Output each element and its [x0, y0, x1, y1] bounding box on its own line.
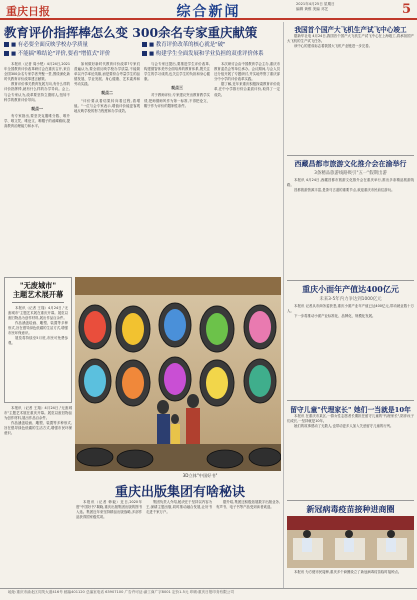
sidebar-story-5-body: 本报讯 为方便市民接种,重庆多个商圈设立了新冠病毒疫苗临时接种点。	[294, 570, 402, 574]
sidebar-headline-1: 我国首个国产大飞机生产试飞中心竣工	[294, 26, 407, 34]
divider	[12, 302, 64, 303]
divider	[287, 500, 414, 501]
article2-headline: 重庆出版集团有啥秘诀	[114, 485, 245, 500]
divider	[287, 155, 414, 156]
square-bullet-icon	[142, 51, 147, 56]
page-footer: 地址:重庆市渝北区同茂大道416号 邮编401120 总编室电话 63907100 广告许可证:渝工商广字8001 定价1.5元 印刷:重庆日报印务有限公司	[0, 588, 417, 600]
lead-subhead-3: ■ 不能搞"唯结论"评价,要看"增值式"评价	[4, 50, 110, 58]
lead-column-3: 与会专家还提出,要推进学生评价改革,构建德智体美劳全面培养的教育体系,既关注学生的学习成绩,也关注学生的负担和身心健康。 观点三 对于教师评价,专家建议突出教育教学实绩,把师德师风作为第一标准,不得把论文、帽子作为评价的限制性条件。	[144, 62, 210, 108]
lead-subhead-1: ■ 有必要全面反映学校办学质量	[4, 41, 88, 49]
sidebar-subhead-3: 未来3-5年内力争达到1000亿元	[319, 297, 382, 302]
sidebar-story-3-body: 本报讯 记者从市商务委获悉,重庆小面产业年产值已达400亿元,带动就业数十万人。 下一步将推动小面产业标准化、品牌化、规模化发展。	[287, 304, 414, 319]
newspaper-logo: 重庆日报	[6, 5, 50, 18]
sidebar-headline-2: 西藏昌都市旅游文化推介会在渝举行	[294, 159, 407, 168]
column-subtitle: 观点一	[31, 105, 43, 111]
sidebar-headline-4: 留守儿童"代理家长" 她们一当就是10年	[290, 406, 411, 414]
sidebar-headline-5: 新冠病毒疫苗接种进商圈	[306, 504, 395, 514]
section-title: 综合新闻	[176, 4, 241, 20]
date-info	[296, 2, 394, 12]
article2-column-2: 集团负责人介绍,秘诀在于坚持以内容为王,深耕主题出版,同时推动融合发展,让好书走进千家万户。	[146, 500, 212, 515]
vaccination-photo	[287, 516, 414, 568]
lead-column-2: 如何做好新时代教育评价改革?专家们普遍认为,要全面反映学校办学质量,不能简单以升学率论英雄,而是要综合考量学生的品德发展、学业发展、身心健康、艺术素养和劳动实践。 观点二 "评价要从看结果转向看过程,看增值。"一位与会专家表示,增值评价能更客观地反映学校的努力程度和办学成效。	[74, 62, 140, 113]
masthead	[0, 0, 417, 20]
boxed-story-body: 本报讯（记者 王翔）4月24日,"无废城市"主题艺术展在重庆开幕。展览以废旧物品为创作材料,展出作品百余件。 作品涵盖绘画、雕塑、装置等多种形式,旨在倡导绿色低碳的生活方式,增强市民环保意识。 展览将持续至5月底,市民可免费参观。	[8, 306, 68, 345]
divider	[287, 400, 414, 401]
square-bullet-icon	[4, 51, 9, 56]
sidebar-story-2-body: 本报讯 4月24日,西藏昌都市旅游文化推介会在重庆举行,推出多条精品旅游线路。 昌都旅游资源丰富,是茶马古道的重要节点,欢迎重庆市民前往游玩。	[287, 178, 414, 193]
column-divider	[283, 22, 284, 588]
left-column-story: 本报讯（记者 王翔）4月24日,"无废城市"主题艺术展在重庆开幕。展览以废旧物品为创作材料,展出作品百余件。 作品涵盖绘画、雕塑、装置等多种形式,旨在倡导绿色低碳的生活方式,增强市民环保意识。	[4, 406, 72, 436]
page-number: 5	[401, 2, 411, 17]
sidebar-story-1-body: 据新华社电 4月24日,我国首个国产大飞机生产试飞中心在上海竣工,将承担国产大飞机的生产试飞任务。 该中心的建成标志着我国大飞机产业链进一步完善。	[287, 34, 414, 49]
square-bullet-icon	[4, 42, 9, 47]
boxed-story-title: "无废城市" 主题艺术展开幕	[12, 281, 64, 299]
divider	[287, 280, 414, 281]
lead-headline: 教育评价指挥棒怎么变 300余名专家重庆献策	[4, 25, 258, 40]
boxed-story	[4, 277, 72, 403]
date-line: 2021年4月25日 星期日	[296, 2, 335, 6]
column-subtitle: 观点三	[171, 85, 183, 91]
lead-column-4: 本次研讨会由中国教育学会主办,重庆市教育委员会等单位承办。会议期间,与会人员还分组开展了专题研讨,并实地考察了重庆部分中小学的评价改革实践。 据了解,近年来重庆积极探索教育评价改革,在中小学推行综合素质评价,取得了一定成效。	[214, 62, 280, 97]
article2-column-3: 据介绍,集团还积极拓展数字出版业务,有声书、电子书等产品受到读者欢迎。	[216, 500, 280, 510]
column-subtitle: 观点二	[101, 90, 113, 96]
lead-subhead-2: ■ 教育评价改革的核心就是"破"	[142, 41, 225, 49]
lead-column-1: 本报讯（记者 周小楚）4月24日,2021年全国教育评价改革研讨会在重庆召开,来自全国300余名专家学者齐聚一堂,围绕深化新时代教育评价改革建言献策。 教育评价事关教育发展方向,有什么样的评价指挥棒,就有什么样的办学导向。会上,与会专家认为,改革要坚持立德树人,扭转不科学的教育评价导向。 观点一 有专家指出,要坚决克服唯分数、唯升学、唯文凭、唯论文、唯帽子的顽瘴痼疾,提高教育治理能力和水平。	[4, 62, 70, 129]
exhibition-photo	[75, 277, 281, 471]
sidebar-story-4-body: 本报讯 在重庆市某区,一群女性志愿者长期担任留守儿童的"代理家长",陪伴孩子们成长,一坚持就是10年。 她们的故事感动了无数人,也带动更多人加入关爱留守儿童的行列。	[287, 414, 414, 429]
sidebar-headline-3: 重庆小面年产值达400亿元	[302, 284, 399, 294]
article2-column-1: 本报讯（记者 韩毅）近日,2020年度"中国好书"揭晓,重庆出版集团出版的图书入选。集团近年来坚持精品出版战略,多部作品获得国家级奖项。	[76, 500, 142, 520]
square-bullet-icon	[142, 42, 147, 47]
sidebar-subhead-2: 3条精品旅游线路吸引"五一"假期出游	[314, 171, 387, 176]
lead-subhead-4: ■ 构建学生全面发展和学业负担的双重评价体系	[142, 50, 264, 58]
editor-line: 编辑 黄维 美编 邓艺	[296, 7, 329, 11]
photo-caption: 3D立体"中国好书"	[182, 473, 218, 478]
